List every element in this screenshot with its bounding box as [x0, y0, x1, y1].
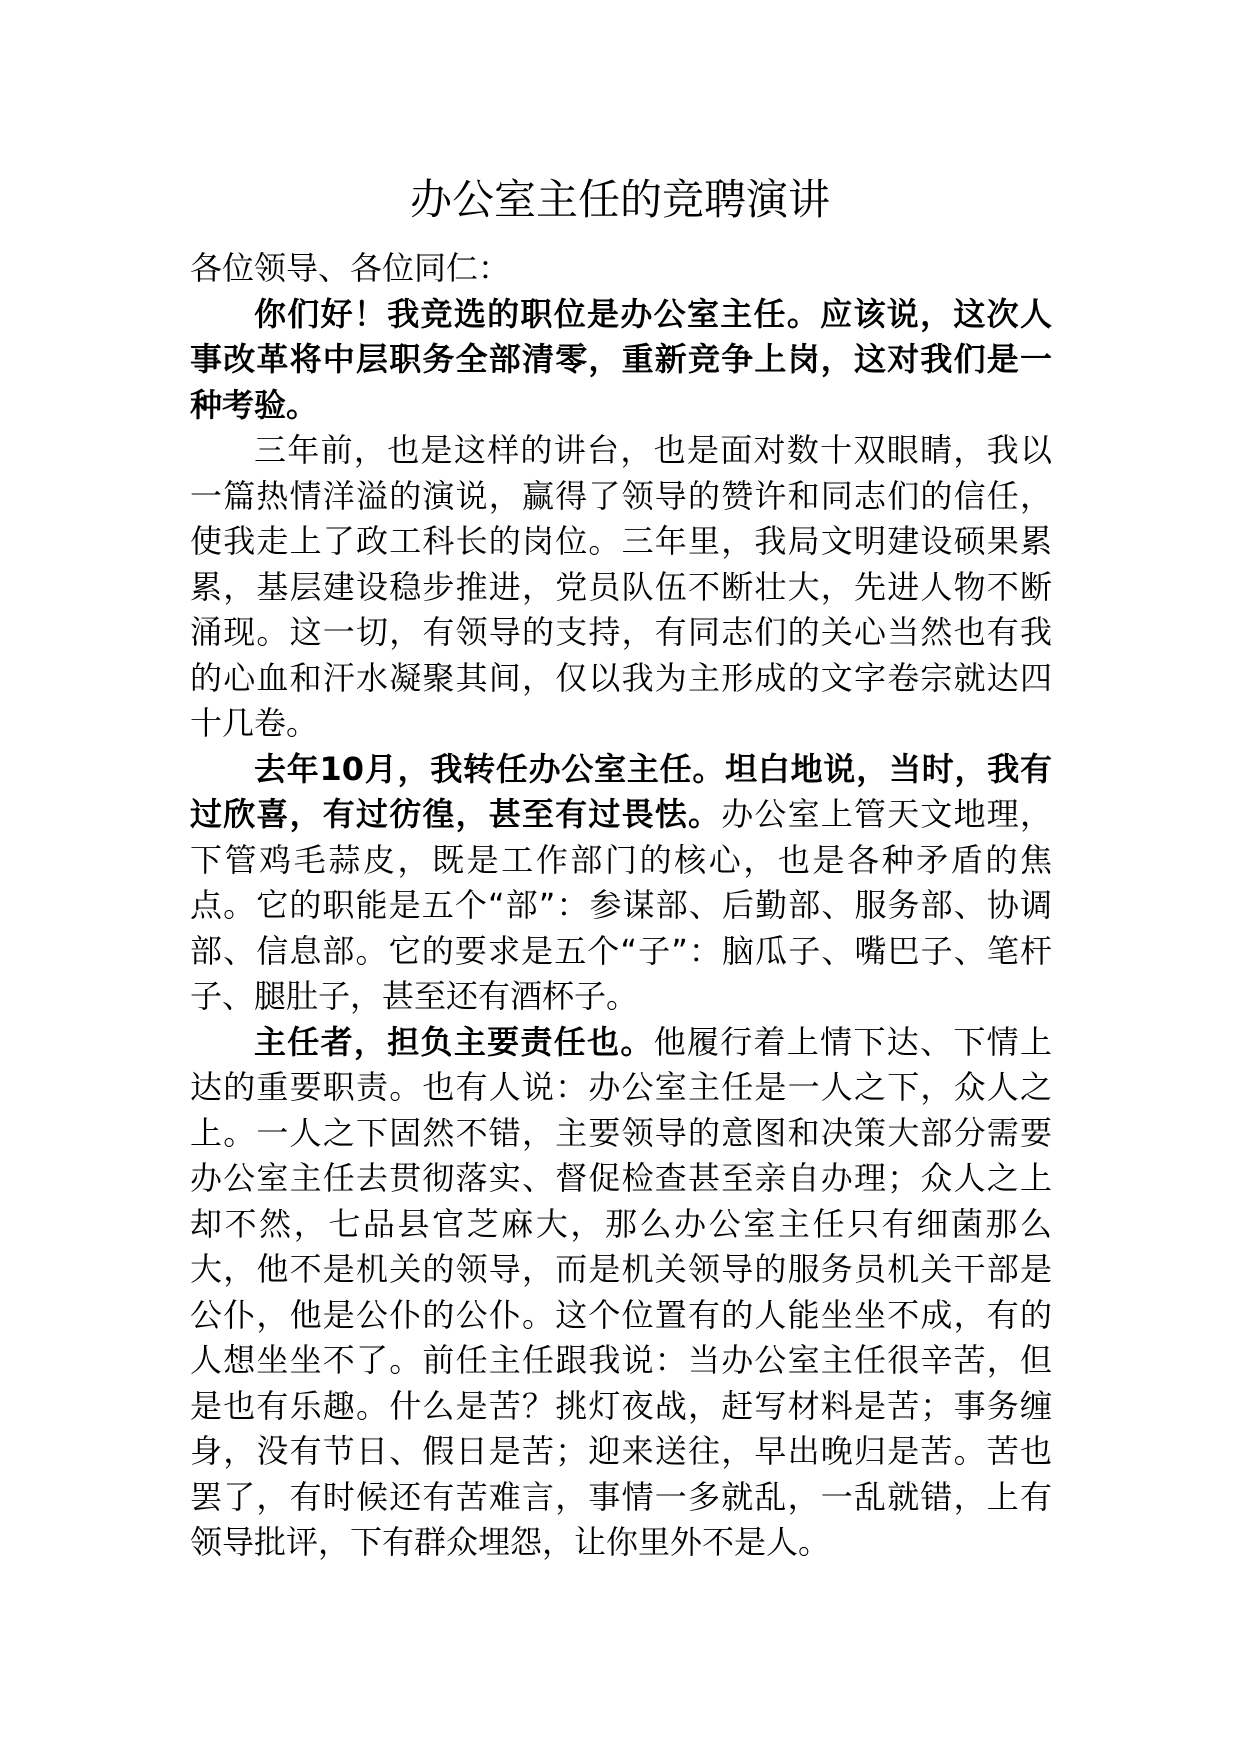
paragraph-past-experience: 三年前，也是这样的讲台，也是面对数十双眼睛，我以一篇热情洋溢的演说，赢得了领导的赞许和同志们的信任，使我走上了政工科长的岗位。三年里，我局文明建设硕果累累，基层建设稳步推进，党员队伍不断壮大，先进人物不断涌现。这一切，有领导的支持，有同志们的关心当然也有我的心血和汗水凝聚其间，仅以我为主形成的文字卷宗就达四十几卷。: [190, 431, 1052, 742]
paragraph-office-role: [190, 747, 1052, 1020]
paragraph-director-duties-lead: 主任者，担负主要责任也。: [254, 1022, 654, 1061]
paragraph-greeting: 你们好！我竞选的职位是办公室主任。应该说，这次人事改革将中层职务全部清零，重新竞争上岗，这对我们是一种考验。: [190, 294, 1052, 424]
document-title: 办公室主任的竞聘演讲: [409, 175, 830, 224]
document-body: [190, 246, 1052, 1566]
paragraph-director-duties-body: 他履行着上情下达、下情上达的重要职责。也有人说：办公室主任是一人之下，众人之上。一人之下固然不错，主要领导的意图和决策大部分需要办公室主任去贯彻落实、督促检查甚至亲自办理；众人之上却不然，七品县官芝麻大，那么办公室主任只有细菌那么大，他不是机关的领导，而是机关领导的服务员机关干部是公仆，他是公仆的公仆。这个位置有的人能坐坐不成，有的人想坐坐不了。前任主任跟我说：当办公室主任很辛苦，但是也有乐趣。什么是苦？挑灯夜战，赶写材料是苦；事务缠身，没有节日、假日是苦；迎来送往，早出晚归是苦。苦也罢了，有时候还有苦难言，事情一多就乱，一乱就错，上有领导批评，下有群众埋怨，让你里外不是人。: [190, 1022, 1052, 1561]
paragraph-director-duties: [190, 1020, 1052, 1566]
salutation: 各位领导、各位同仁：: [190, 249, 511, 287]
paragraph-office-role-body: 办公室上管天文地理，下管鸡毛蒜皮，既是工作部门的核心，也是各种矛盾的焦点。它的职能是五个“部”：参谋部、后勤部、服务部、协调部、信息部。它的要求是五个“子”：脑瓜子、嘴巴子、笔杆子、腿肚子，甚至还有酒杯子。: [190, 795, 1052, 1015]
paragraph-office-role-lead: 去年10月，我转任办公室主任。坦白地说，当时，我有过欣喜，有过彷徨，甚至有过畏怯。: [190, 749, 1052, 833]
